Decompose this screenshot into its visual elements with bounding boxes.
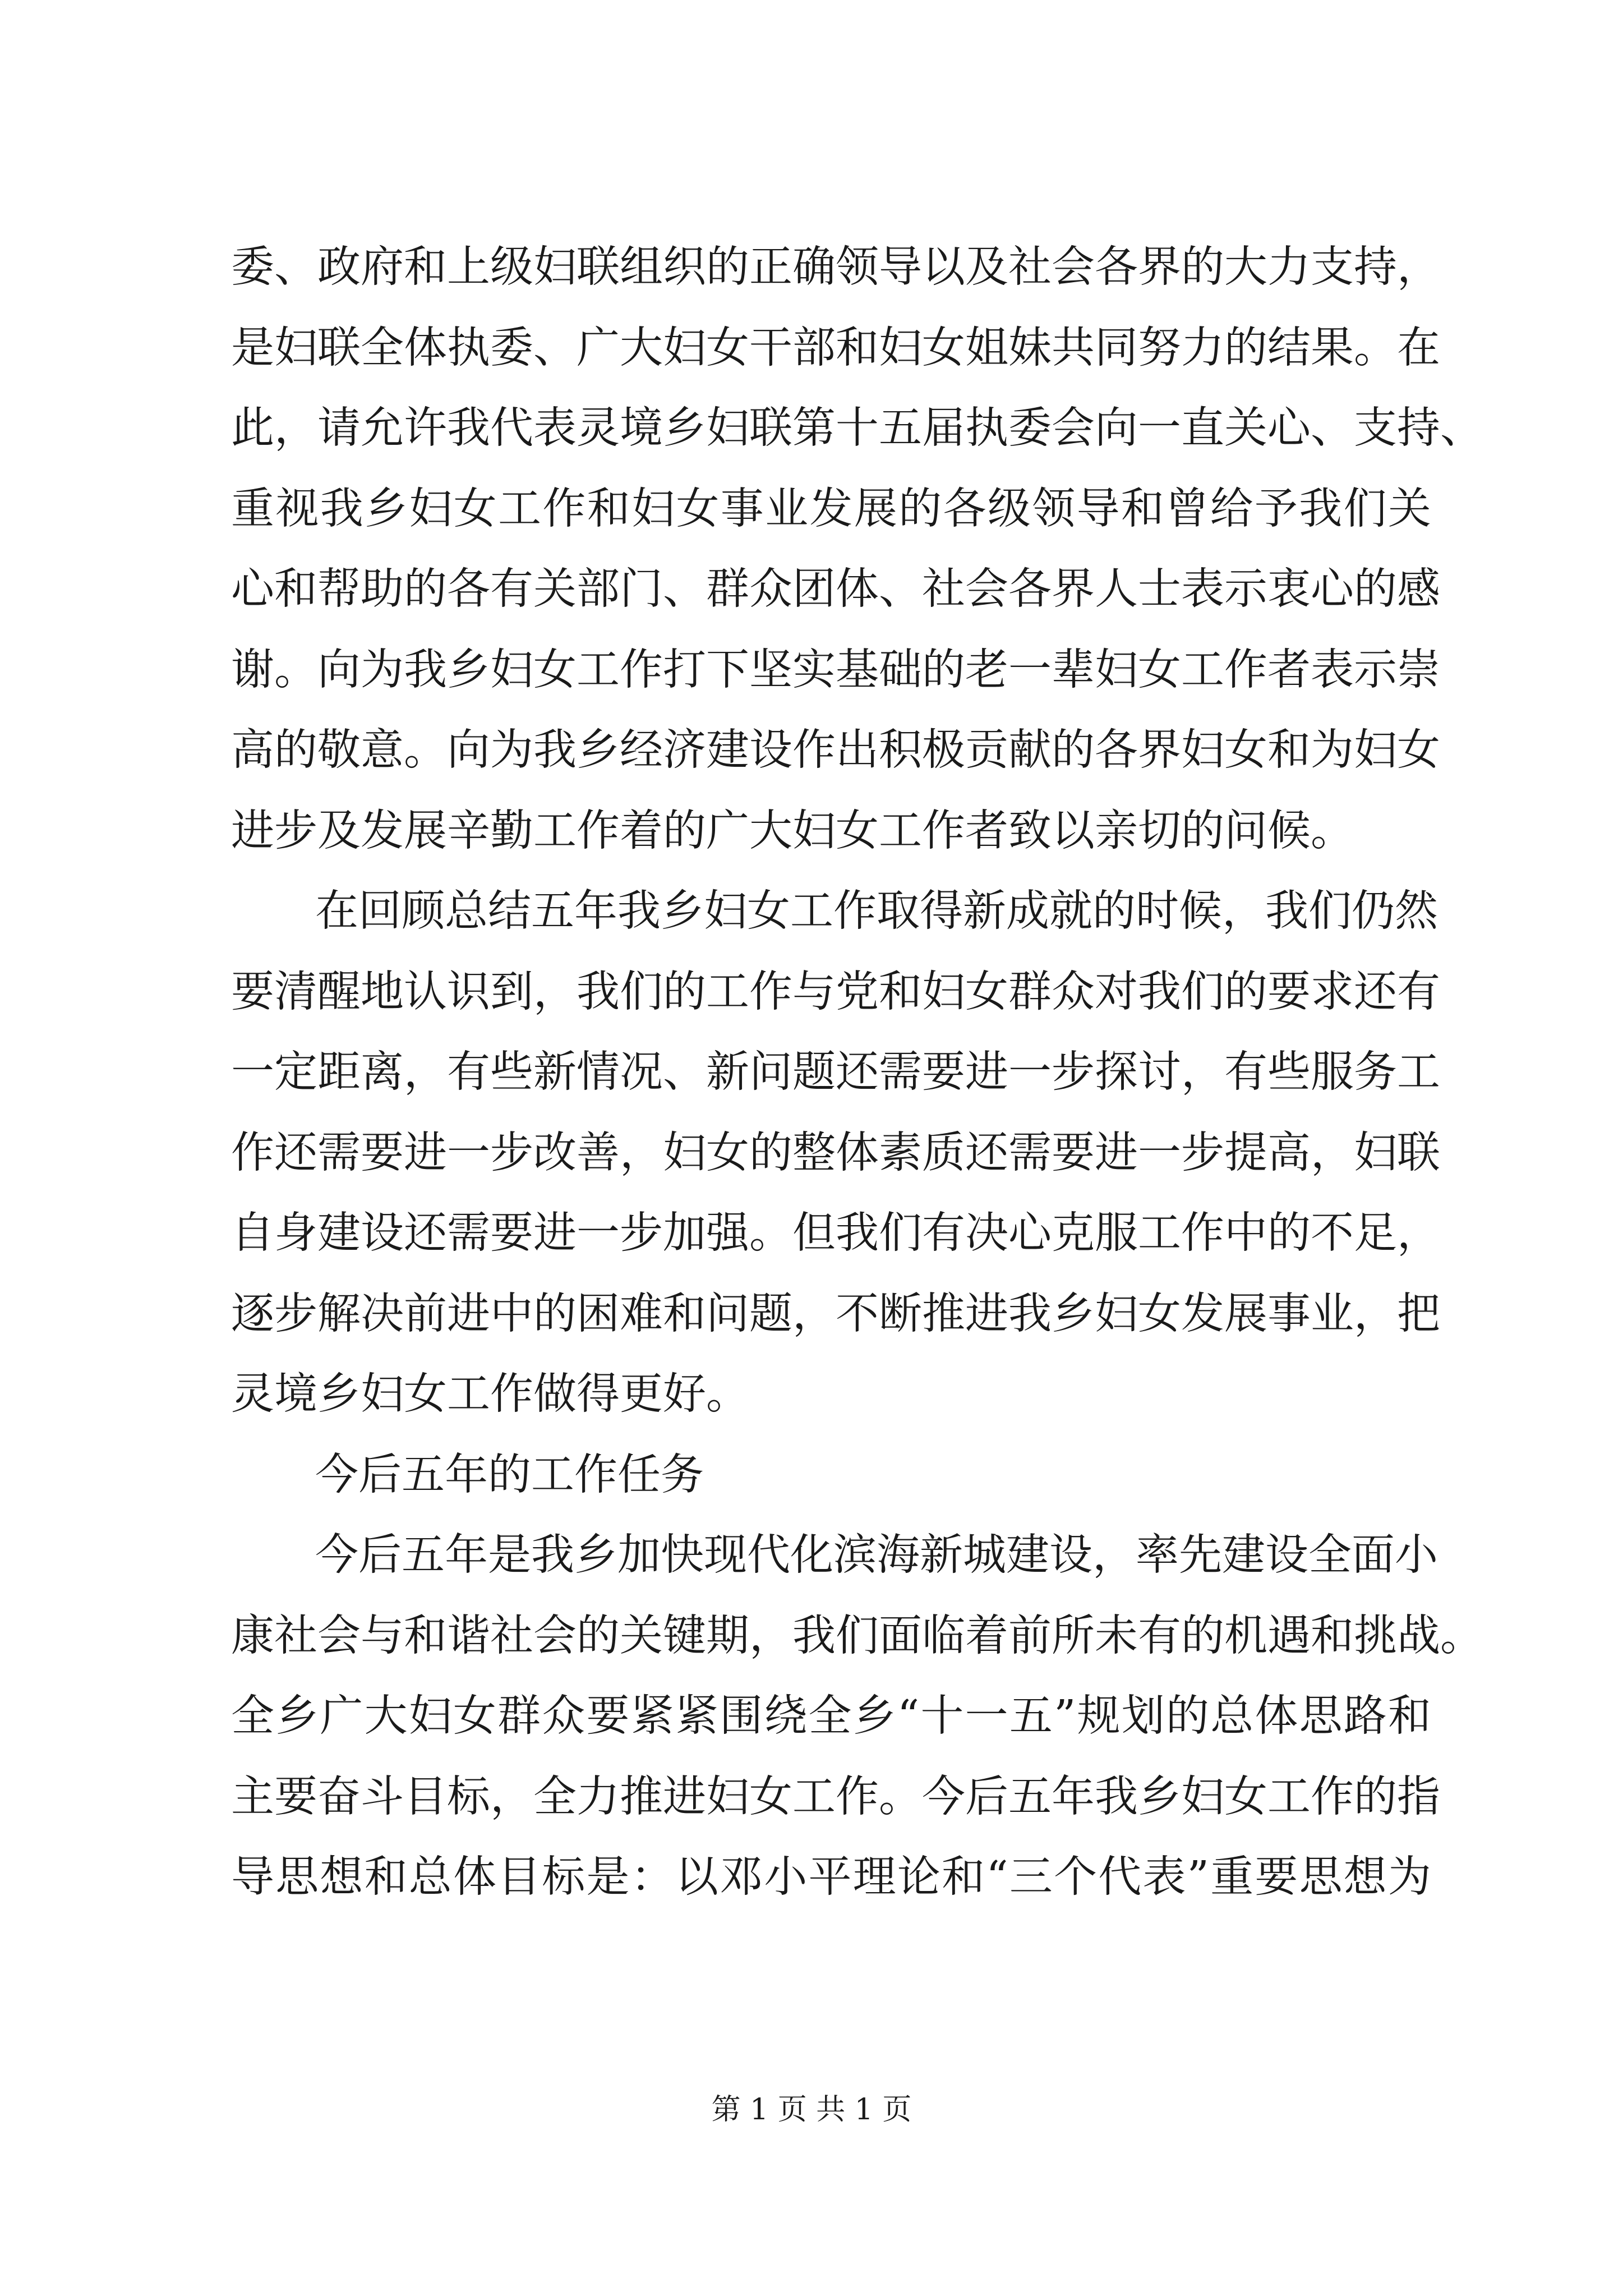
text-line: 逐步解决前进中的困难和问题，不断推进我乡妇女发展事业，把 [231, 1289, 1440, 1339]
text-line: 今后五年是我乡加快现代化滨海新城建设，率先建设全面小 [315, 1530, 1438, 1580]
section-heading: 今后五年的工作任务 [315, 1450, 704, 1500]
text-line: 主要奋斗目标，全力推进妇女工作。今后五年我乡妇女工作的指 [231, 1772, 1440, 1822]
document-body [231, 227, 1483, 1918]
text-line: 一定距离，有些新情况、新问题还需要进一步探讨，有些服务工 [231, 1047, 1440, 1097]
page-number-label: 第 1 页 共 1 页 [711, 2093, 912, 2127]
text-line: 全乡广大妇女群众要紧紧围绕全乡“十一五”规划的总体思路和 [231, 1691, 1431, 1741]
text-line: 委、政府和上级妇联组织的正确领导以及社会各界的大力支持， [231, 242, 1440, 292]
text-line: 要清醒地认识到，我们的工作与党和妇女群众对我们的要求还有 [231, 967, 1440, 1017]
text-line: 此，请允许我代表灵境乡妇联第十五届执委会向一直关心、支持、 [231, 403, 1483, 453]
text-line: 在回顾总结五年我乡妇女工作取得新成就的时候，我们仍然 [315, 886, 1438, 936]
text-line: 心和帮助的各有关部门、群众团体、社会各界人士表示衷心的感 [231, 564, 1440, 614]
text-line: 谢。向为我乡妇女工作打下坚实基础的老一辈妇女工作者表示崇 [231, 645, 1440, 695]
text-line: 进步及发展辛勤工作着的广大妇女工作者致以亲切的问候。 [231, 806, 1354, 856]
text-line: 高的敬意。向为我乡经济建设作出积极贡献的各界妇女和为妇女 [231, 725, 1440, 775]
text-line: 重视我乡妇女工作和妇女事业发展的各级领导和曾给予我们关 [231, 484, 1431, 534]
text-line: 导思想和总体目标是：以邓小平理论和“三个代表”重要思想为 [231, 1852, 1431, 1902]
text-line: 是妇联全体执委、广大妇女干部和妇女姐妹共同努力的结果。在 [231, 323, 1440, 373]
text-line: 自身建设还需要进一步加强。但我们有决心克服工作中的不足， [231, 1208, 1440, 1258]
text-line: 康社会与和谐社会的关键期，我们面临着前所未有的机遇和挑战。 [231, 1611, 1483, 1661]
text-line: 作还需要进一步改善，妇女的整体素质还需要进一步提高，妇联 [231, 1128, 1440, 1178]
text-line: 灵境乡妇女工作做得更好。 [231, 1369, 749, 1419]
page-footer [0, 2090, 1623, 2129]
